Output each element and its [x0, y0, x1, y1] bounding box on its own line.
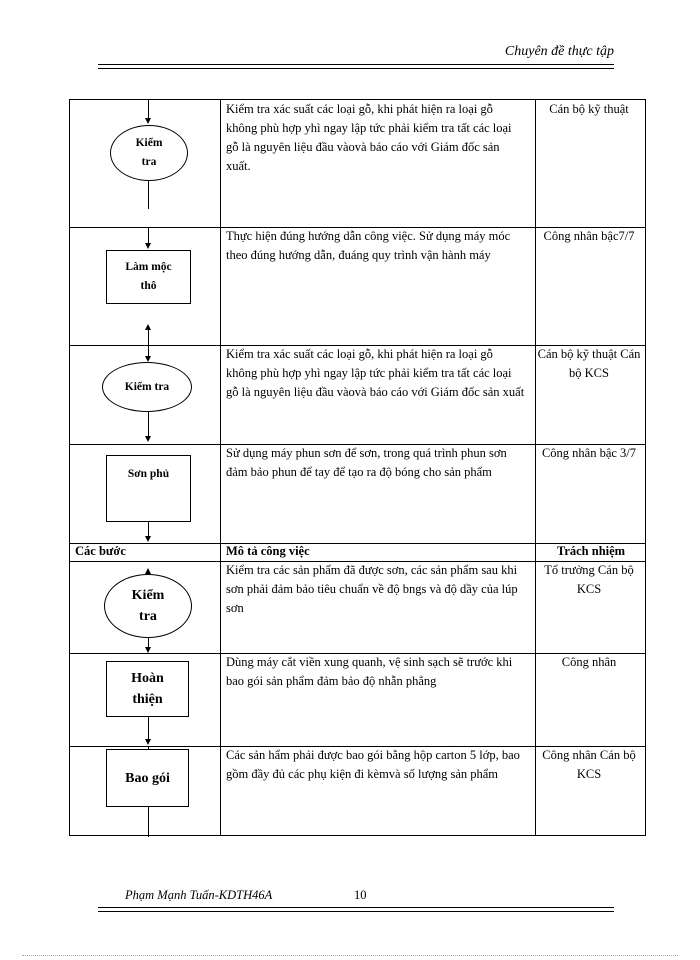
- responsibility-cell: Công nhân: [561, 655, 617, 669]
- flow-step-son-phu: Sơn phủ: [106, 455, 191, 522]
- footer-author: Phạm Mạnh Tuấn-KDTH46A: [125, 888, 273, 902]
- arrow-down-icon: [145, 647, 151, 653]
- description-cell: Kiểm tra xác suất các loại gỗ, khi phát hiện ra loại gỗ không phù hợp yhì ngay lập tức phải kiểm tra tất các loại gỗ là nguyên liệu đầu vàovà báo cáo với Giám đốc sản xuất: [226, 347, 525, 399]
- arrow-down-icon: [145, 536, 151, 542]
- description-cell: Các sản hẩm phải được bao gói bằng hộp carton 5 lớp, bao gồm đầy đủ các phụ kiện đi kèmvà số lượng sản phẩm: [226, 748, 520, 781]
- arrow-down-icon: [145, 739, 151, 745]
- arrow-down-icon: [145, 118, 151, 124]
- connector-line: [148, 807, 149, 837]
- arrow-down-icon: [145, 243, 151, 249]
- flow-step-kiem-tra-3: Kiểm tra: [104, 574, 192, 638]
- flow-step-hoan-thien: Hoàn thiện: [106, 661, 189, 717]
- responsibility-cell: Công nhân bậc 3/7: [541, 446, 637, 460]
- header-rule-top: [98, 64, 614, 65]
- flow-step-kiem-tra-1: Kiểm tra: [110, 125, 188, 181]
- connector-line: [148, 181, 149, 209]
- column-header-responsibility: Trách nhiệm: [556, 544, 626, 558]
- connector-line: [148, 227, 149, 244]
- flow-step-lam-moc-tho: Làm mộc thô: [106, 250, 191, 304]
- description-cell: Kiểm tra xác suất các loại gỗ, khi phát hiện ra loại gỗ không phù hợp yhì ngay lập tức phải kiểm tra tất các loại gỗ là nguyên liệu đầu vàovà báo cáo với Giám đốc sản xuất.: [226, 102, 512, 173]
- connector-line: [148, 638, 149, 647]
- column-divider: [220, 100, 221, 835]
- arrow-down-icon: [145, 436, 151, 442]
- responsibility-cell: Cán bộ kỹ thuật Cán bộ KCS: [537, 347, 641, 380]
- description-cell: Thực hiện đúng hướng dẫn công việc. Sử dụng máy móc theo đúng hướng dẫn, đuáng quy trình vận hành máy: [226, 229, 511, 262]
- page-number: 10: [354, 888, 367, 902]
- description-cell: Dùng máy cắt viền xung quanh, vệ sinh sạch sẽ trước khi bao gói sản phẩm đảm bảo độ nhẵn phẳng: [226, 655, 513, 688]
- footer-rule-bottom: [98, 911, 614, 912]
- column-header-description: Mô tả công việc: [226, 544, 310, 558]
- flow-step-bao-goi: Bao gói: [106, 749, 189, 807]
- page-header-title: Chuyên đề thực tập: [504, 44, 614, 59]
- process-table: [69, 99, 646, 836]
- responsibility-cell: Tổ trưởng Cán bộ KCS: [544, 563, 634, 596]
- connector-line: [148, 330, 149, 345]
- connector-line: [148, 100, 149, 120]
- responsibility-cell: Cán bộ kỹ thuật: [549, 102, 629, 116]
- description-cell: Kiểm tra các sản phẩm đã được sơn, các sản phẩm sau khi sơn phải đảm bảo tiêu chuẩn về độ bngs và độ dầy của lúp sơn: [226, 563, 518, 615]
- page-edge-dotted-line: [22, 955, 678, 956]
- connector-line: [148, 717, 149, 739]
- footer-rule-top: [98, 907, 614, 908]
- column-header-steps: Các bước: [75, 544, 126, 558]
- header-rule-bottom: [98, 68, 614, 69]
- connector-line: [148, 412, 149, 436]
- responsibility-cell: Công nhân bậc7/7: [543, 229, 635, 243]
- flow-step-kiem-tra-2: Kiểm tra: [102, 362, 192, 412]
- description-cell: Sử dụng máy phun sơn để sơn, trong quá trình phun sơn đảm bảo phun để tay để tạo ra độ bóng cho sản phẩm: [226, 446, 507, 479]
- responsibility-cell: Công nhân Cán bộ KCS: [542, 748, 636, 781]
- column-divider: [535, 100, 536, 835]
- connector-line: [148, 522, 149, 537]
